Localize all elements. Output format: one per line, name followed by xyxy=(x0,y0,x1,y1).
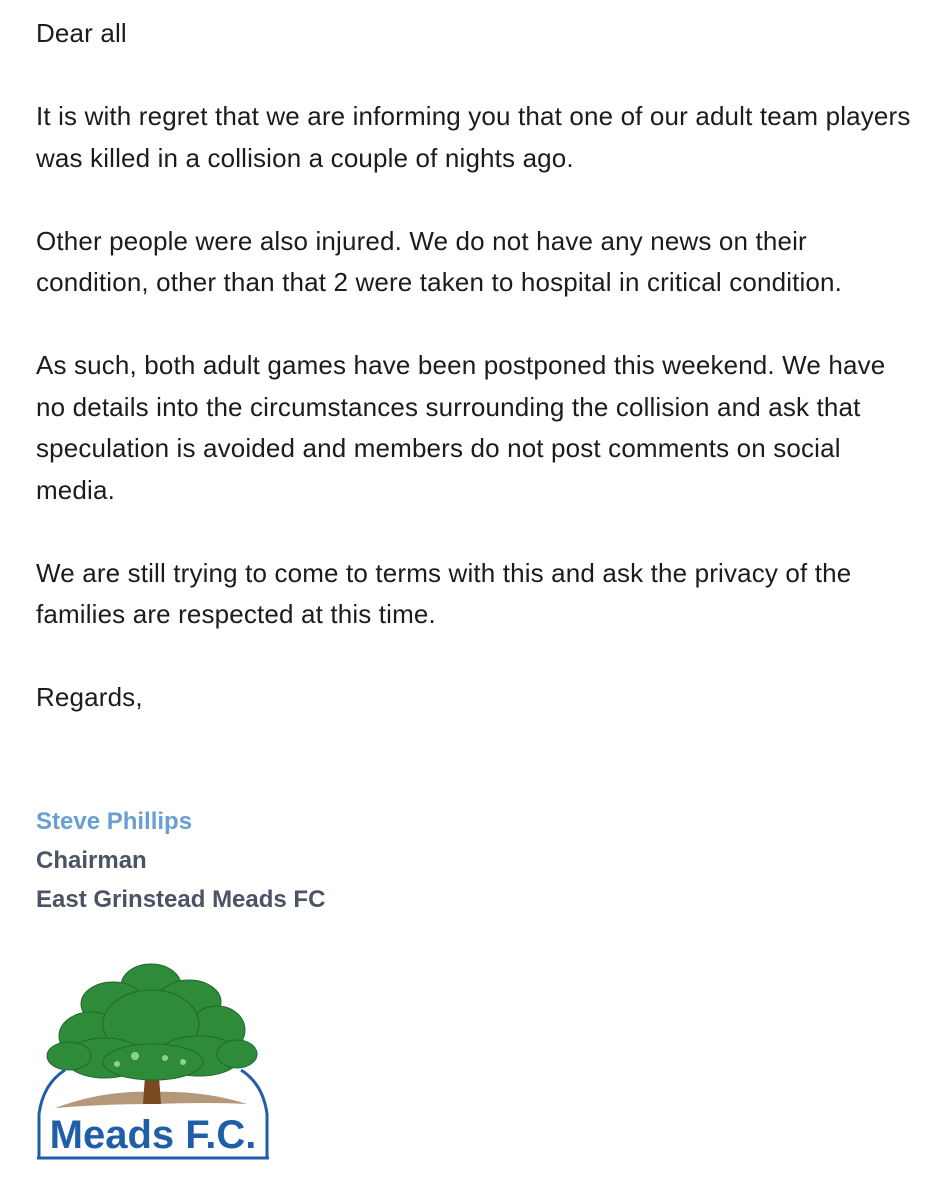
signature-role: Chairman xyxy=(36,847,147,874)
email-signature xyxy=(36,802,325,919)
email-paragraph-1: It is with regret that we are informing you that one of our adult team players was killed in a collision a couple of nights ago. xyxy=(36,101,911,173)
email-paragraph-3: As such, both adult games have been postponed this weekend. We have no details into the circumstances surrounding the collision and ask that speculation is avoided and members do not post comments on social media. xyxy=(36,350,886,505)
signature-organization: East Grinstead Meads FC xyxy=(36,886,326,913)
email-body xyxy=(36,13,916,760)
email-greeting: Dear all xyxy=(36,18,127,48)
club-logo xyxy=(33,958,273,1162)
email-paragraph-4: We are still trying to come to terms with this and ask the privacy of the families are respected at this time. xyxy=(36,557,852,629)
logo-text: Meads F.C. xyxy=(49,1113,257,1157)
email-paragraph-2: Other people were also injured. We do not have any news on their condition, other than that 2 were taken to hospital in critical condition. xyxy=(36,225,843,297)
email-closing: Regards, xyxy=(36,682,143,712)
tree-crest-logo-icon xyxy=(33,958,273,1162)
signature-name[interactable]: Steve Phillips xyxy=(36,808,193,835)
